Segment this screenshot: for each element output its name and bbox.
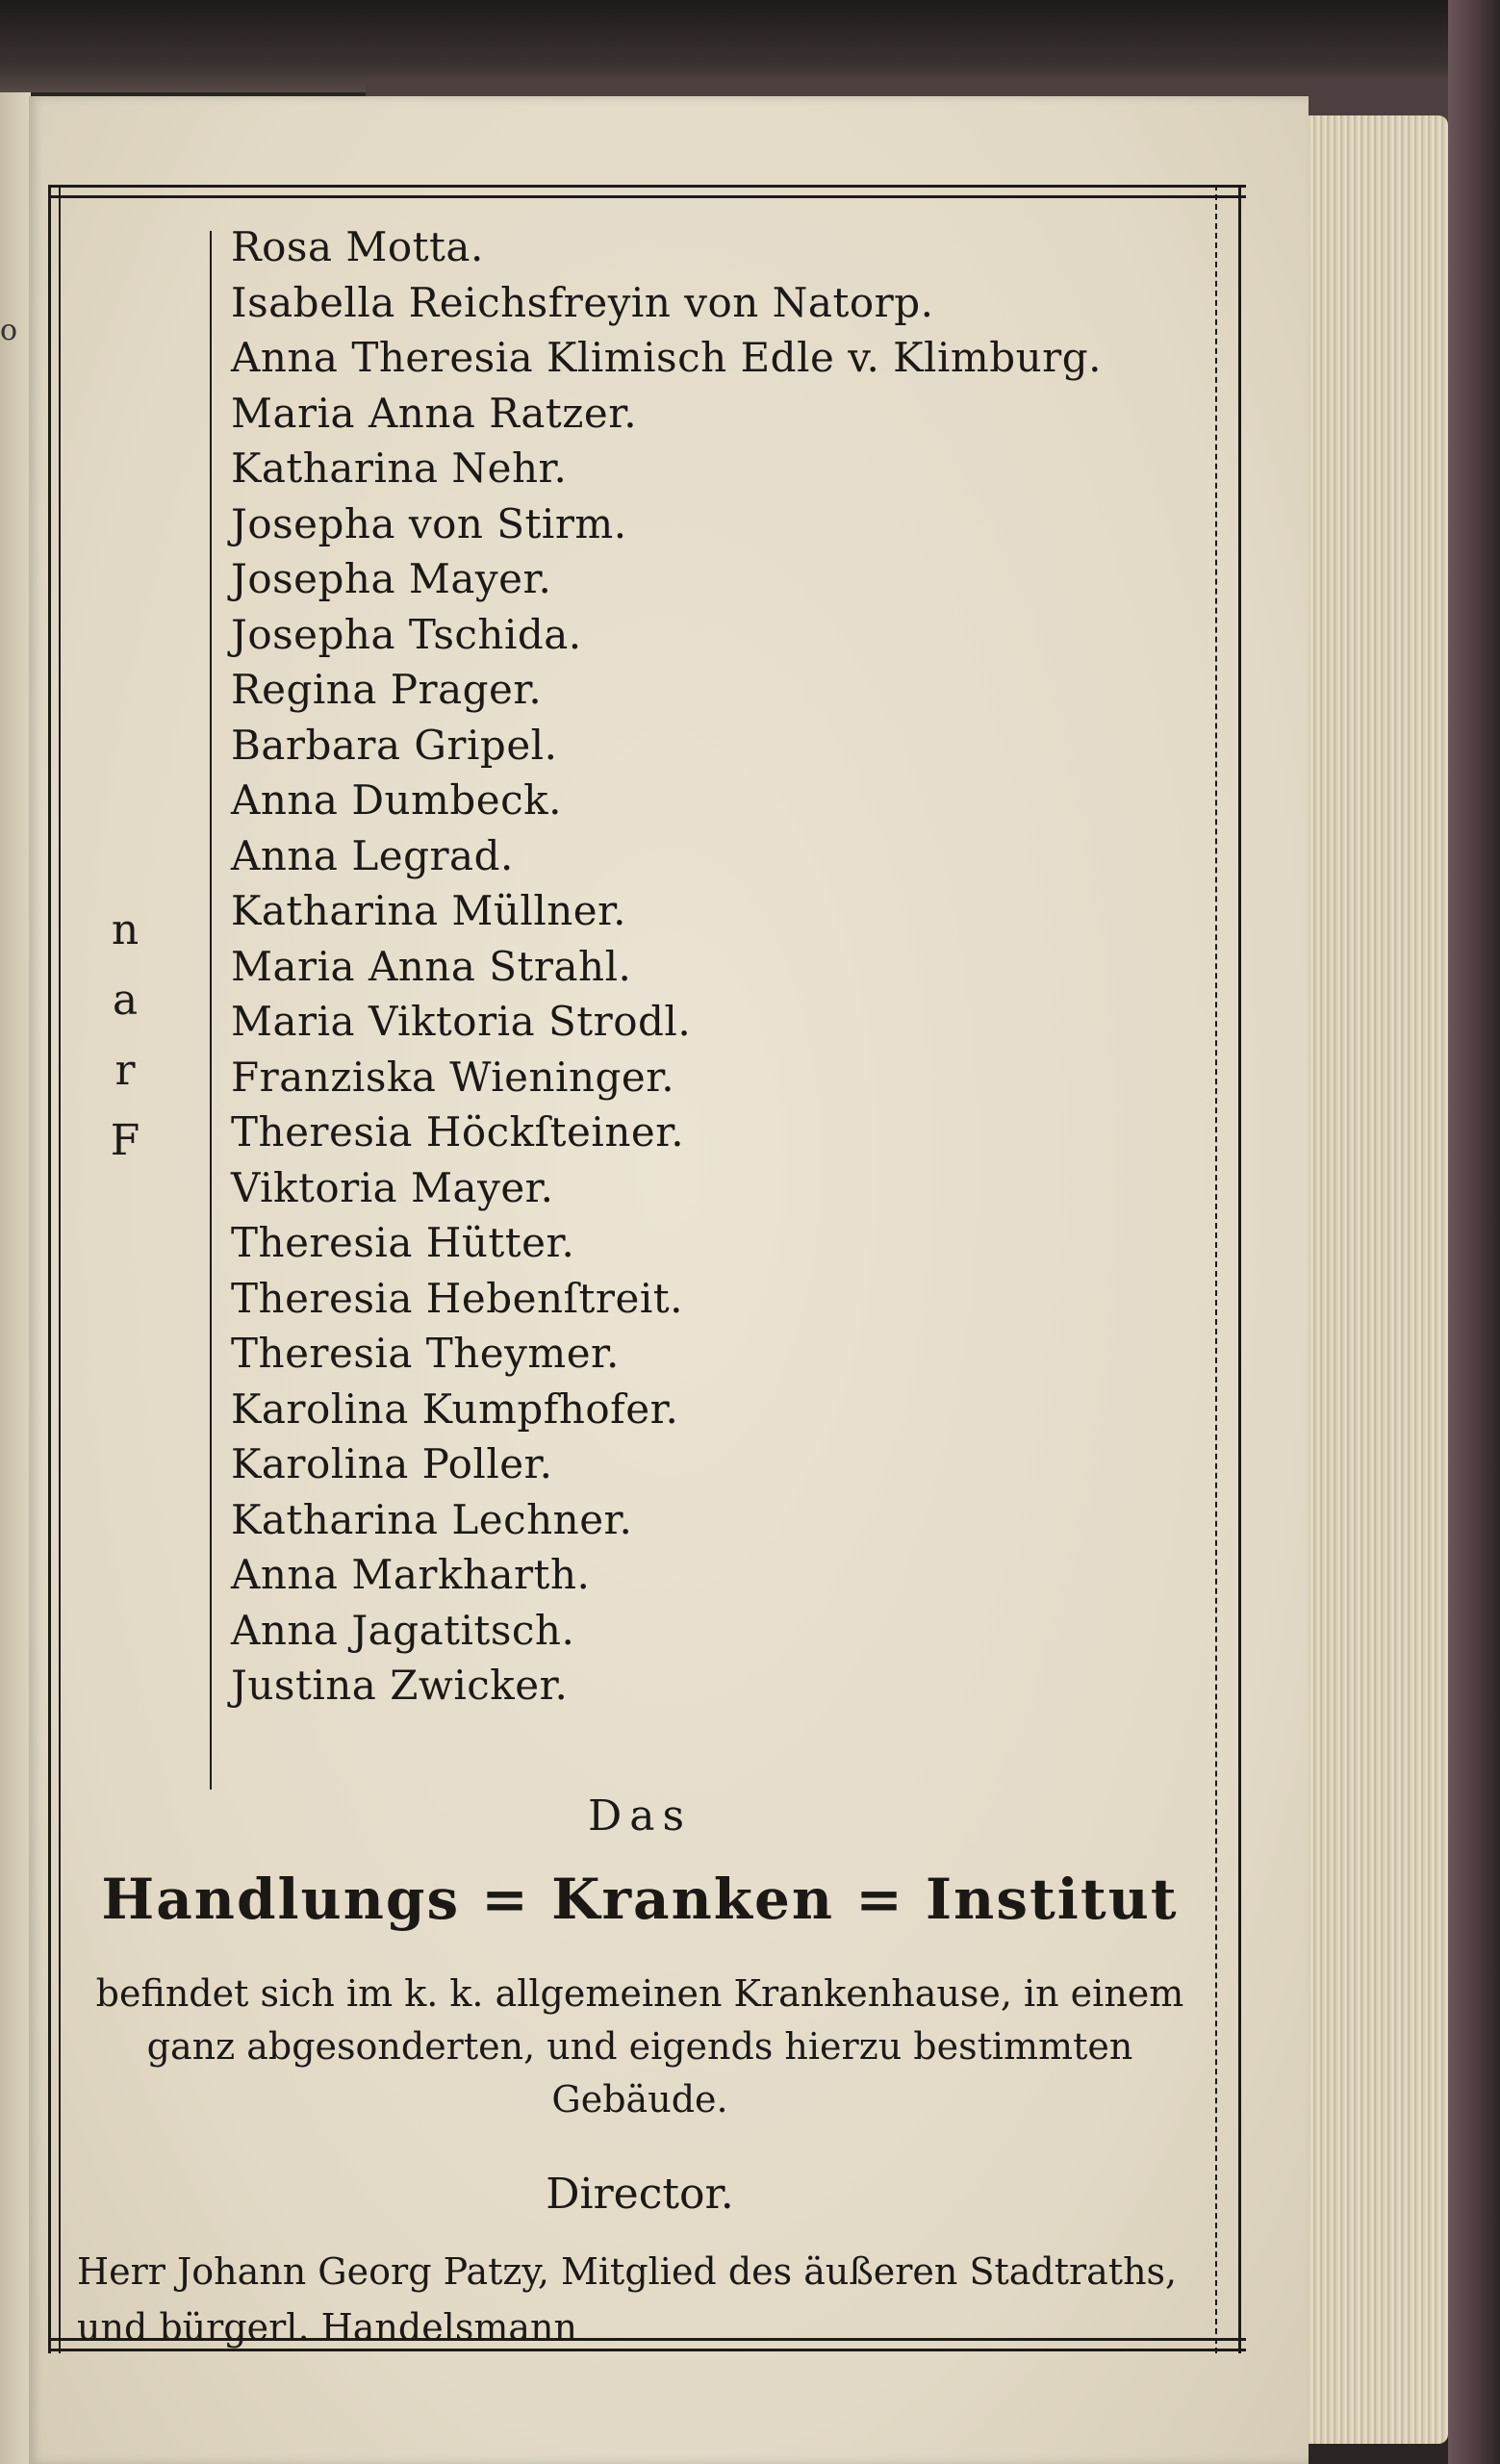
- list-item: Barbara Gripel.: [231, 721, 558, 769]
- list-item: Katharina Lechner.: [231, 1495, 633, 1543]
- list-item: Anna Legrad.: [231, 831, 514, 879]
- previous-page-letter: o: [0, 314, 18, 347]
- list-item: Maria Anna Strahl.: [231, 942, 632, 990]
- institute-title: Handlungs = Kranken = Institut: [101, 1867, 1179, 1932]
- book-cover-right: [1448, 0, 1500, 2464]
- institute-description: befindet sich im k. k. allgemeinen Krankenhause, in einem ganz abgesonderten, und eigends hierzu bestimmten Gebäude.: [95, 1972, 1184, 2121]
- vertical-label-letter: n: [111, 905, 140, 954]
- director-heading: Director.: [546, 2170, 734, 2219]
- frame-top-rule: [48, 185, 1246, 198]
- vertical-label-letter: a: [112, 976, 139, 1025]
- list-item: Katharina Müllner.: [231, 887, 626, 934]
- list-item: Josepha Mayer.: [231, 555, 552, 602]
- list-item: Katharina Nehr.: [231, 445, 568, 492]
- list-item: Theresia Theymer.: [231, 1330, 620, 1377]
- list-item: Maria Anna Ratzer.: [231, 389, 638, 437]
- name-list: [231, 219, 1212, 1714]
- list-item: Rosa Motta.: [231, 223, 484, 270]
- list-item: Justina Zwicker.: [231, 1662, 569, 1709]
- list-item: Karolina Kumpfhofer.: [231, 1384, 679, 1433]
- list-item: Maria Viktoria Strodl.: [231, 998, 692, 1045]
- column-divider: [210, 231, 212, 1790]
- vertical-label-letter: r: [114, 1046, 136, 1095]
- list-item: Karolina Poller.: [231, 1440, 553, 1487]
- frame-right-rule: [1215, 185, 1241, 2353]
- list-item: Theresia Höckſteiner.: [231, 1108, 685, 1156]
- list-item: Anna Jagatitsch.: [231, 1606, 575, 1654]
- list-item: Franziska Wieninger.: [231, 1053, 675, 1101]
- list-item: Isabella Reichsfreyin von Natorp.: [231, 278, 934, 326]
- page-edges: [1289, 115, 1448, 2444]
- previous-page-edge: [0, 92, 31, 2464]
- list-item: Anna Theresia Klimisch Edle v. Klimburg.: [231, 334, 1102, 381]
- vertical-section-label: [87, 895, 164, 1176]
- list-item: Theresia Hebenſtreit.: [231, 1274, 684, 1322]
- section-heading-das: Das: [587, 1791, 693, 1841]
- list-item: Anna Dumbeck.: [231, 776, 562, 824]
- list-item: Josepha von Stirm.: [231, 499, 627, 547]
- list-item: Viktoria Mayer.: [231, 1163, 554, 1211]
- frame-left-rule: [48, 185, 61, 2353]
- book-page: [29, 96, 1309, 2464]
- list-item: Josepha Tschida.: [231, 610, 582, 658]
- list-item: Anna Markharth.: [231, 1551, 591, 1598]
- vertical-label-letter: F: [110, 1116, 140, 1165]
- list-item: Regina Prager.: [231, 666, 543, 713]
- list-item: Theresia Hütter.: [231, 1219, 575, 1266]
- director-text: Herr Johann Georg Patzy, Mitglied des äußeren Stadtraths, und bürgerl. Handelsmann: [77, 2250, 1178, 2349]
